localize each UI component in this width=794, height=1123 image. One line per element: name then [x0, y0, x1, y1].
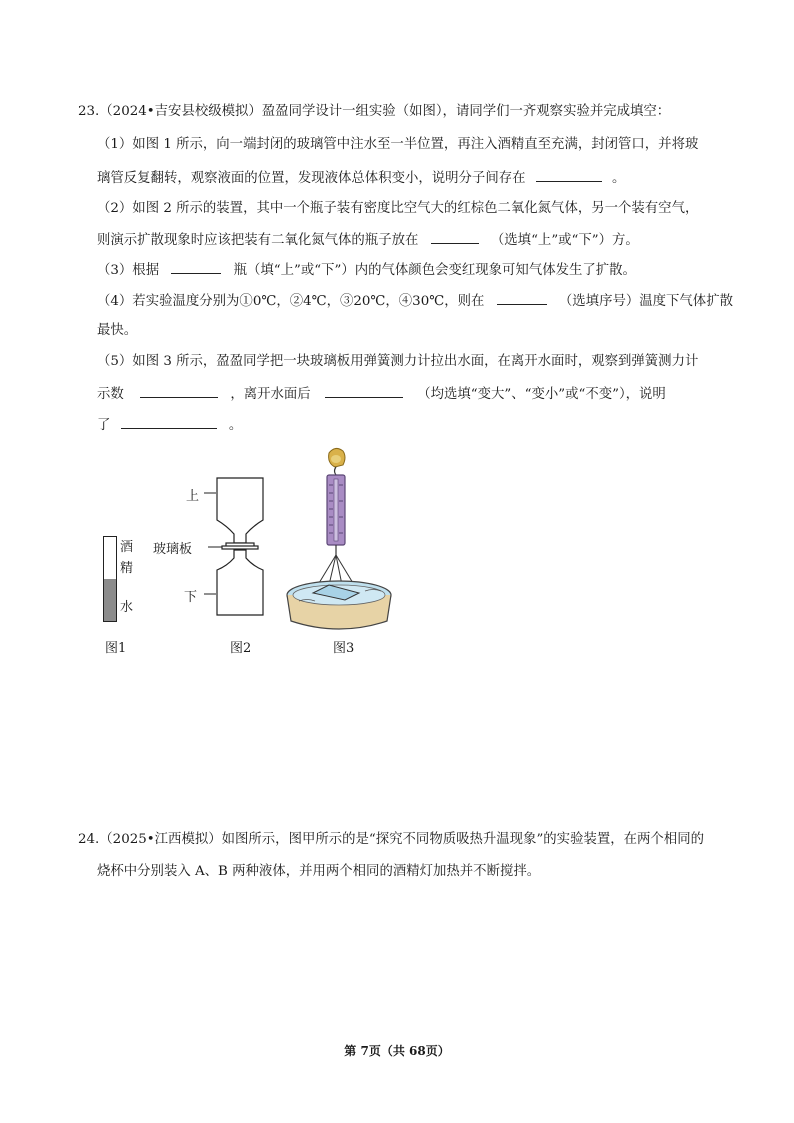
- answer-blank-5[interactable]: [140, 384, 218, 398]
- figure-1: [95, 530, 155, 670]
- q23-part4-text: （4）若实验温度分别为①0℃，②4℃，③20℃，④30℃，则在: [97, 294, 485, 309]
- answer-blank-6[interactable]: [325, 384, 403, 398]
- q23-part5-line2: [97, 384, 666, 404]
- q23-part4-line1: [97, 291, 733, 311]
- answer-blank-4[interactable]: [497, 291, 547, 305]
- q23-part5-mid: ，离开水面后: [230, 387, 311, 402]
- q24-line1: 24.（2025•江西模拟）如图所示，图甲所示的是“探究不同物质吸热升温现象”的实验装置，在两个相同的: [78, 832, 704, 847]
- q24-line2: 烧杯中分别装入 A、B 两种液体，并用两个相同的酒精灯加热并不断搅拌。: [97, 864, 541, 879]
- answer-blank-3[interactable]: [171, 260, 221, 274]
- q23-part2-text: 则演示扩散现象时应该把装有二氧化氮气体的瓶子放在: [97, 233, 419, 248]
- q23-part4-line2: 最快。: [97, 323, 138, 338]
- q23-part5-line3: [97, 415, 242, 435]
- label-glass-plate: 玻璃板: [153, 542, 193, 557]
- answer-blank-2[interactable]: [431, 230, 479, 244]
- figure-3-caption: 图3: [333, 641, 355, 656]
- answer-blank-1[interactable]: [536, 168, 602, 182]
- label-alcohol-1: 酒: [120, 540, 134, 555]
- label-upper: 上: [186, 489, 200, 504]
- spring-scale-diagram: [285, 445, 415, 640]
- q23-stem: 23.（2024•吉安县校级模拟）盈盈同学设计一组实验（如图），请同学们一齐观察实验并完成填空：: [78, 104, 671, 119]
- figure-3: [285, 445, 415, 670]
- figure-1-caption: 图1: [105, 641, 127, 656]
- answer-blank-7[interactable]: [121, 415, 217, 429]
- q23-part3-suffix: 瓶（填“上”或“下”）内的气体颜色会变红现象可知气体发生了扩散。: [233, 263, 636, 278]
- figure-2-caption: 图2: [230, 641, 252, 656]
- label-lower: 下: [184, 590, 198, 605]
- glass-tube: [103, 536, 117, 622]
- q23-part5-line1: （5）如图 3 所示，盈盈同学把一块玻璃板用弹簧测力计拉出水面，在离开水面时，观察到弹簧测力计: [97, 354, 699, 369]
- q23-part5-text2: 了: [97, 418, 111, 433]
- label-alcohol-2: 精: [120, 561, 134, 576]
- q23-part2-suffix: （选填“上”或“下”）方。: [490, 233, 639, 248]
- q23-part5-suffix: （均选填“变大”、“变小”或“不变”），说明: [417, 387, 666, 402]
- q23-part1-line2: [97, 168, 625, 188]
- end-mark-2: 。: [228, 418, 243, 433]
- q23-part1-line1: （1）如图 1 所示，向一端封闭的玻璃管中注水至一半位置，再注入酒精直至充满，封闭管口，并将玻: [97, 137, 699, 152]
- label-water: 水: [120, 600, 134, 615]
- q23-part3: [97, 260, 636, 280]
- q23-part1-text: 璃管反复翻转，观察液面的位置，发现液体总体积变小，说明分子间存在: [97, 171, 526, 186]
- page-footer: 第 7页（共 68页）: [344, 1044, 450, 1058]
- end-mark: 。: [612, 171, 626, 186]
- q23-part2-line1: （2）如图 2 所示的装置，其中一个瓶子装有密度比空气大的红棕色二氧化氮气体，另一个装有空气，: [97, 201, 699, 216]
- q23-part2-line2: [97, 230, 639, 250]
- figure-2: [150, 470, 290, 670]
- q23-part5-text: 示数: [97, 387, 124, 402]
- q23-part4-suffix: （选填序号）温度下气体扩散: [558, 294, 733, 309]
- q23-part3-text: （3）根据: [97, 263, 160, 278]
